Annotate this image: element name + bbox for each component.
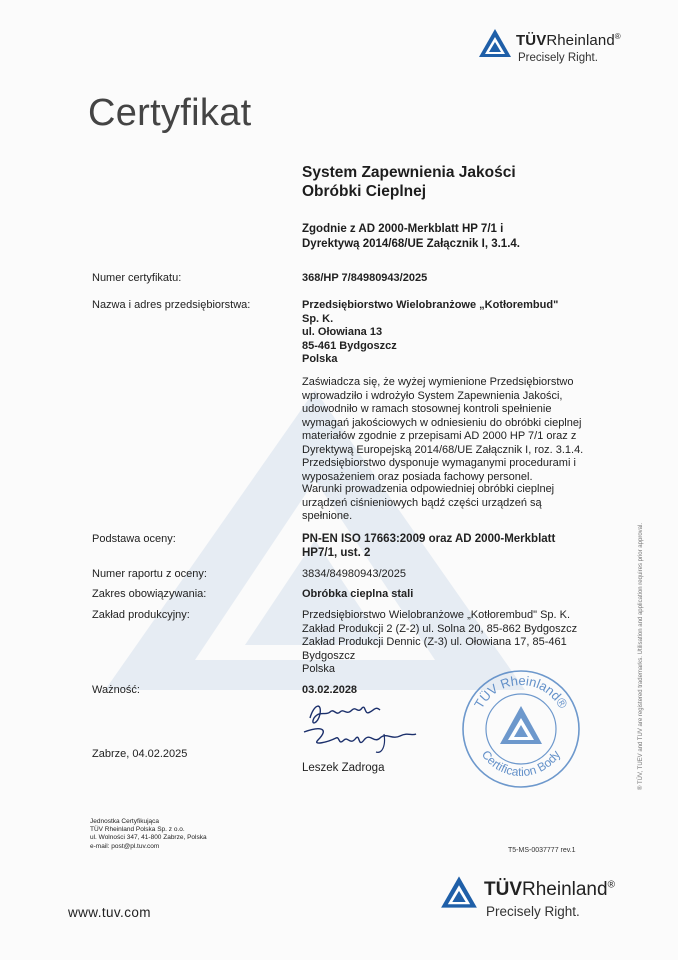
basis-value — [302, 533, 617, 560]
conditions-line: spełnione. — [302, 510, 353, 522]
brand-tagline: Precisely Right. — [486, 904, 580, 919]
basis-label: Podstawa oceny: — [92, 533, 176, 545]
statement-line: Zaświadcza się, że wyżej wymienione Przedsiębiorstwo — [302, 376, 574, 388]
trademark-side-note: ® TÜV, TUEV and TUV are registered trademarks. Utilisation and application requires prior approval. — [638, 523, 644, 790]
certificate-number-value: 368/HP 7/84980943/2025 — [302, 272, 428, 284]
statement-line: udowodniło w ramach stosownej kontroli spełnienie — [302, 403, 552, 415]
production-plant-label: Zakład produkcyjny: — [92, 609, 190, 621]
certification-statement — [302, 376, 617, 484]
document-reference: T5-MS-0037777 rev.1 — [508, 847, 576, 854]
website-url: www.tuv.com — [68, 905, 151, 920]
brand-tagline: Precisely Right. — [518, 52, 598, 64]
statement-line: wyposażeniem oraz posiada fachowy personel. — [302, 470, 533, 483]
company-line: 85-461 Bydgoszcz — [302, 339, 397, 352]
validity-label: Ważność: — [92, 684, 140, 696]
conformity-statement — [302, 222, 622, 252]
plant-line: Przedsiębiorstwo Wielobranżowe „Kotłorembud" Sp. K. — [302, 609, 571, 621]
tuv-triangle-icon — [478, 28, 512, 58]
production-plant-value — [302, 609, 622, 677]
conditions-statement — [302, 483, 617, 524]
plant-line: Zakład Produkcji 2 (Z-2) ul. Solna 20, 85-862 Bydgoszcz — [302, 622, 578, 635]
footer-line: e-mail: post@pl.tuv.com — [90, 842, 160, 850]
certificate-number-label: Numer certyfikatu: — [92, 272, 182, 284]
brand-name: TÜVRheinland® — [516, 32, 621, 49]
svg-text:Certification Body — [479, 748, 563, 779]
company-label: Nazwa i adres przedsiębiorstwa: — [92, 299, 251, 311]
footer-line: TÜV Rheinland Polska Sp. z o.o. — [90, 826, 185, 834]
company-address — [302, 299, 617, 367]
certification-stamp — [460, 668, 582, 790]
scope-of-validity-label: Zakres obowiązywania: — [92, 588, 207, 600]
conditions-line: urządzeń ciśnieniowych bądź części urządzeń są — [302, 496, 542, 509]
basis-line: PN-EN ISO 17663:2009 oraz AD 2000-Merkblatt — [302, 533, 556, 545]
signatory-name: Leszek Zadroga — [302, 762, 385, 774]
scope-title — [302, 163, 622, 201]
statement-line: Dyrektywą Europejską 2014/68/UE Załącznik I, roz. 3.1.4. — [302, 443, 584, 456]
statement-line: wymagań jakościowych w odniesieniu do obróbki cieplnej — [302, 416, 582, 429]
scope-of-validity-value: Obróbka cieplna stali — [302, 588, 414, 600]
page-title: Certyfikat — [88, 92, 252, 134]
company-line: Polska — [302, 353, 338, 365]
footer-line: ul. Wolności 347, 41-800 Zabrze, Polska — [90, 834, 207, 842]
plant-line: Bydgoszcz — [302, 649, 356, 662]
company-line: ul. Ołowiana 13 — [302, 326, 383, 338]
issuer-footer — [90, 818, 207, 851]
brand-name: TÜVRheinland® — [484, 879, 615, 900]
basis-line: HP7/1, ust. 2 — [302, 546, 371, 559]
plant-line: Zakład Produkcji Dennic (Z-3) ul. Ołowiana 17, 85-461 — [302, 636, 567, 648]
stamp-top-text: TÜV Rheinland® — [471, 672, 571, 712]
validity-value: 03.02.2028 — [302, 684, 358, 696]
company-line: Sp. K. — [302, 312, 334, 325]
statement-line: materiałów zgodnie z przepisami AD 2000 HP 7/1 oraz z — [302, 430, 577, 442]
conformity-line: Dyrektywą 2014/68/UE Załącznik I, 3.1.4. — [302, 238, 520, 250]
svg-text:TÜV Rheinland® — [471, 673, 571, 711]
footer-line: Jednostka Certyfikująca — [90, 818, 160, 825]
scope-line: System Zapewnienia Jakości — [302, 164, 516, 181]
conformity-line: Zgodnie z AD 2000-Merkblatt HP 7/1 i — [302, 223, 504, 235]
issue-place-date: Zabrze, 04.02.2025 — [92, 748, 188, 760]
statement-line: Przedsiębiorstwo dysponuje wymaganymi procedurami i — [302, 457, 576, 469]
statement-line: wprowadziło i wdrożyło System Zapewnienia Jakości, — [302, 389, 563, 402]
plant-line: Polska — [302, 663, 336, 675]
company-line: Przedsiębiorstwo Wielobranżowe „Kotłorembud" — [302, 299, 559, 311]
report-number-value: 3834/84980943/2025 — [302, 568, 406, 580]
conditions-line: Warunki prowadzenia odpowiedniej obróbki cieplnej — [302, 483, 555, 495]
handwritten-signature — [300, 696, 420, 758]
stamp-bottom-text: Certification Body — [478, 747, 564, 780]
report-number-label: Numer raportu z oceny: — [92, 568, 207, 580]
tuv-triangle-icon — [440, 875, 478, 909]
scope-line: Obróbki Cieplnej — [302, 183, 427, 200]
